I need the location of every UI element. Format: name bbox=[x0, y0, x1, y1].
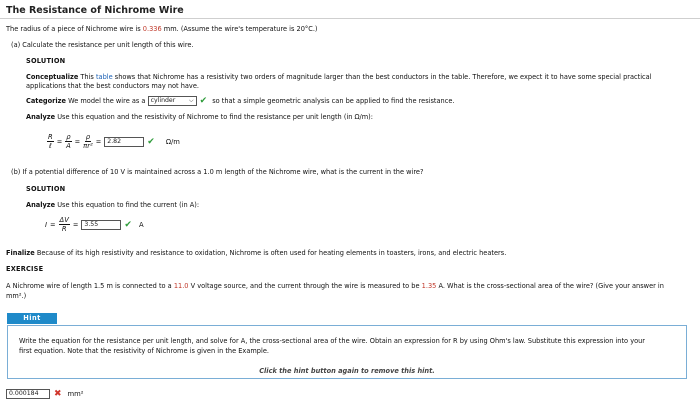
table-link[interactable]: table bbox=[95, 73, 113, 81]
eq-rho: ρ bbox=[66, 133, 71, 141]
eq-i: I bbox=[45, 220, 48, 229]
analyze-a-line bbox=[26, 113, 373, 122]
intro-post: mm. (Assume the wire's temperature is 20°C.) bbox=[161, 25, 318, 33]
equation-a bbox=[47, 133, 180, 150]
intro-pre: The radius of a piece of Nichrome wire is bbox=[6, 25, 143, 33]
model-select-value: cylinder bbox=[150, 97, 176, 104]
voltage-value: 11.0 bbox=[173, 282, 189, 290]
equals-sign: = bbox=[56, 137, 63, 146]
part-a-question: (a) Calculate the resistance per unit length of this wire. bbox=[11, 41, 194, 49]
eq-r: R bbox=[48, 133, 53, 141]
exercise-mid: V voltage source, and the current through the wire is measured to be bbox=[188, 282, 422, 290]
page-title: The Resistance of Nichrome Wire bbox=[6, 5, 184, 16]
exercise-line2: mm².) bbox=[6, 292, 27, 300]
hint-toggle-text: Click the hint button again to remove this hint. bbox=[259, 367, 435, 375]
part-b-solution-label: SOLUTION bbox=[26, 185, 66, 193]
categorize-label: Categorize bbox=[26, 96, 66, 105]
categorize-pre: We model the wire as a bbox=[65, 96, 148, 105]
check-icon: ✔ bbox=[124, 219, 132, 230]
equation-b bbox=[45, 216, 144, 233]
analyze-b-label: Analyze bbox=[26, 201, 56, 209]
conceptualize-pre: This bbox=[78, 73, 96, 81]
chevron-down-icon: ⌵ bbox=[189, 97, 194, 104]
equals-sign: = bbox=[74, 137, 81, 146]
analyze-a-label: Analyze bbox=[26, 113, 56, 121]
conceptualize-label: Conceptualize bbox=[26, 73, 79, 81]
fraction-r-over-l bbox=[47, 133, 54, 150]
unit-ohm-per-m: Ω/m bbox=[165, 137, 180, 146]
finalize-label: Finalize bbox=[6, 249, 35, 257]
eq-a: A bbox=[66, 142, 71, 150]
fraction-dv-over-r bbox=[59, 216, 70, 233]
problem-intro bbox=[6, 25, 318, 34]
part-a-solution-label: SOLUTION bbox=[26, 57, 66, 65]
exercise-line1 bbox=[6, 282, 664, 291]
eq-r: R bbox=[61, 225, 67, 233]
eq-l: ℓ bbox=[48, 142, 52, 150]
finalize-text: Because of its high resistivity and resistance to oxidation, Nichrome is often used for heating elements in toasters, irons, and electric heaters. bbox=[34, 249, 507, 257]
eq-pi-r2: πr² bbox=[83, 142, 93, 150]
conceptualize-text: shows that Nichrome has a resistivity two orders of magnitude larger than the best conductors in the table. Therefore, we expect it to have some special practical bbox=[112, 73, 652, 81]
eq-rho: ρ bbox=[85, 133, 91, 141]
cross-icon: ✖ bbox=[54, 389, 62, 399]
equals-sign: = bbox=[50, 220, 56, 229]
exercise-label: EXERCISE bbox=[6, 265, 44, 273]
equals-sign: = bbox=[95, 137, 102, 146]
exercise-post: A. What is the cross-sectional area of the wire? (Give your answer in bbox=[436, 282, 664, 290]
unit-mm2: mm² bbox=[67, 390, 84, 398]
check-icon: ✔ bbox=[147, 136, 155, 147]
eq-dv: ΔV bbox=[59, 216, 69, 224]
exercise-pre: A Nichrome wire of length 1.5 m is connected to a bbox=[6, 282, 174, 290]
hint-box bbox=[7, 325, 687, 379]
final-answer-row bbox=[6, 389, 84, 399]
hint-line1: Write the equation for the resistance per unit length, and solve for A, the cross-sectional area of the wire. Obtain an expression for R by using Ohm's law. Substitute this expression into your bbox=[19, 337, 646, 345]
fraction-rho-over-a bbox=[65, 133, 71, 150]
fraction-rho-over-pir2 bbox=[83, 133, 93, 150]
check-icon: ✔ bbox=[199, 95, 208, 106]
finalize-line bbox=[6, 249, 506, 258]
hint-line2: first equation. Note that the resistivity of Nichrome is given in the Example. bbox=[19, 347, 269, 355]
part-b-question: (b) If a potential difference of 10 V is maintained across a 1.0 m length of the Nichrome wire, what is the current in the wire? bbox=[11, 168, 424, 176]
current-value: 1.35 bbox=[421, 282, 437, 290]
categorize-post: so that a simple geometric analysis can be applied to find the resistance. bbox=[210, 96, 455, 105]
equals-sign: = bbox=[72, 220, 79, 229]
resistance-per-length-input[interactable]: 2.82 bbox=[104, 137, 144, 147]
analyze-b-text: Use this equation to find the current (in A): bbox=[55, 201, 200, 209]
conceptualize-line1 bbox=[26, 73, 652, 82]
model-select[interactable] bbox=[148, 96, 197, 106]
current-input[interactable]: 3.55 bbox=[81, 220, 121, 230]
unit-ampere: A bbox=[138, 220, 144, 229]
categorize-line bbox=[26, 96, 455, 106]
analyze-b-line bbox=[26, 201, 199, 210]
analyze-a-text: Use this equation and the resistivity of Nichrome to find the resistance per unit length (in Ω/m): bbox=[55, 113, 373, 121]
hint-button[interactable]: Hint bbox=[7, 313, 57, 324]
radius-value: 0.336 bbox=[142, 25, 162, 33]
conceptualize-line2: applications that the best conductors may not have. bbox=[26, 82, 199, 90]
divider bbox=[0, 18, 700, 19]
area-input[interactable]: 0.000184 bbox=[6, 389, 50, 399]
